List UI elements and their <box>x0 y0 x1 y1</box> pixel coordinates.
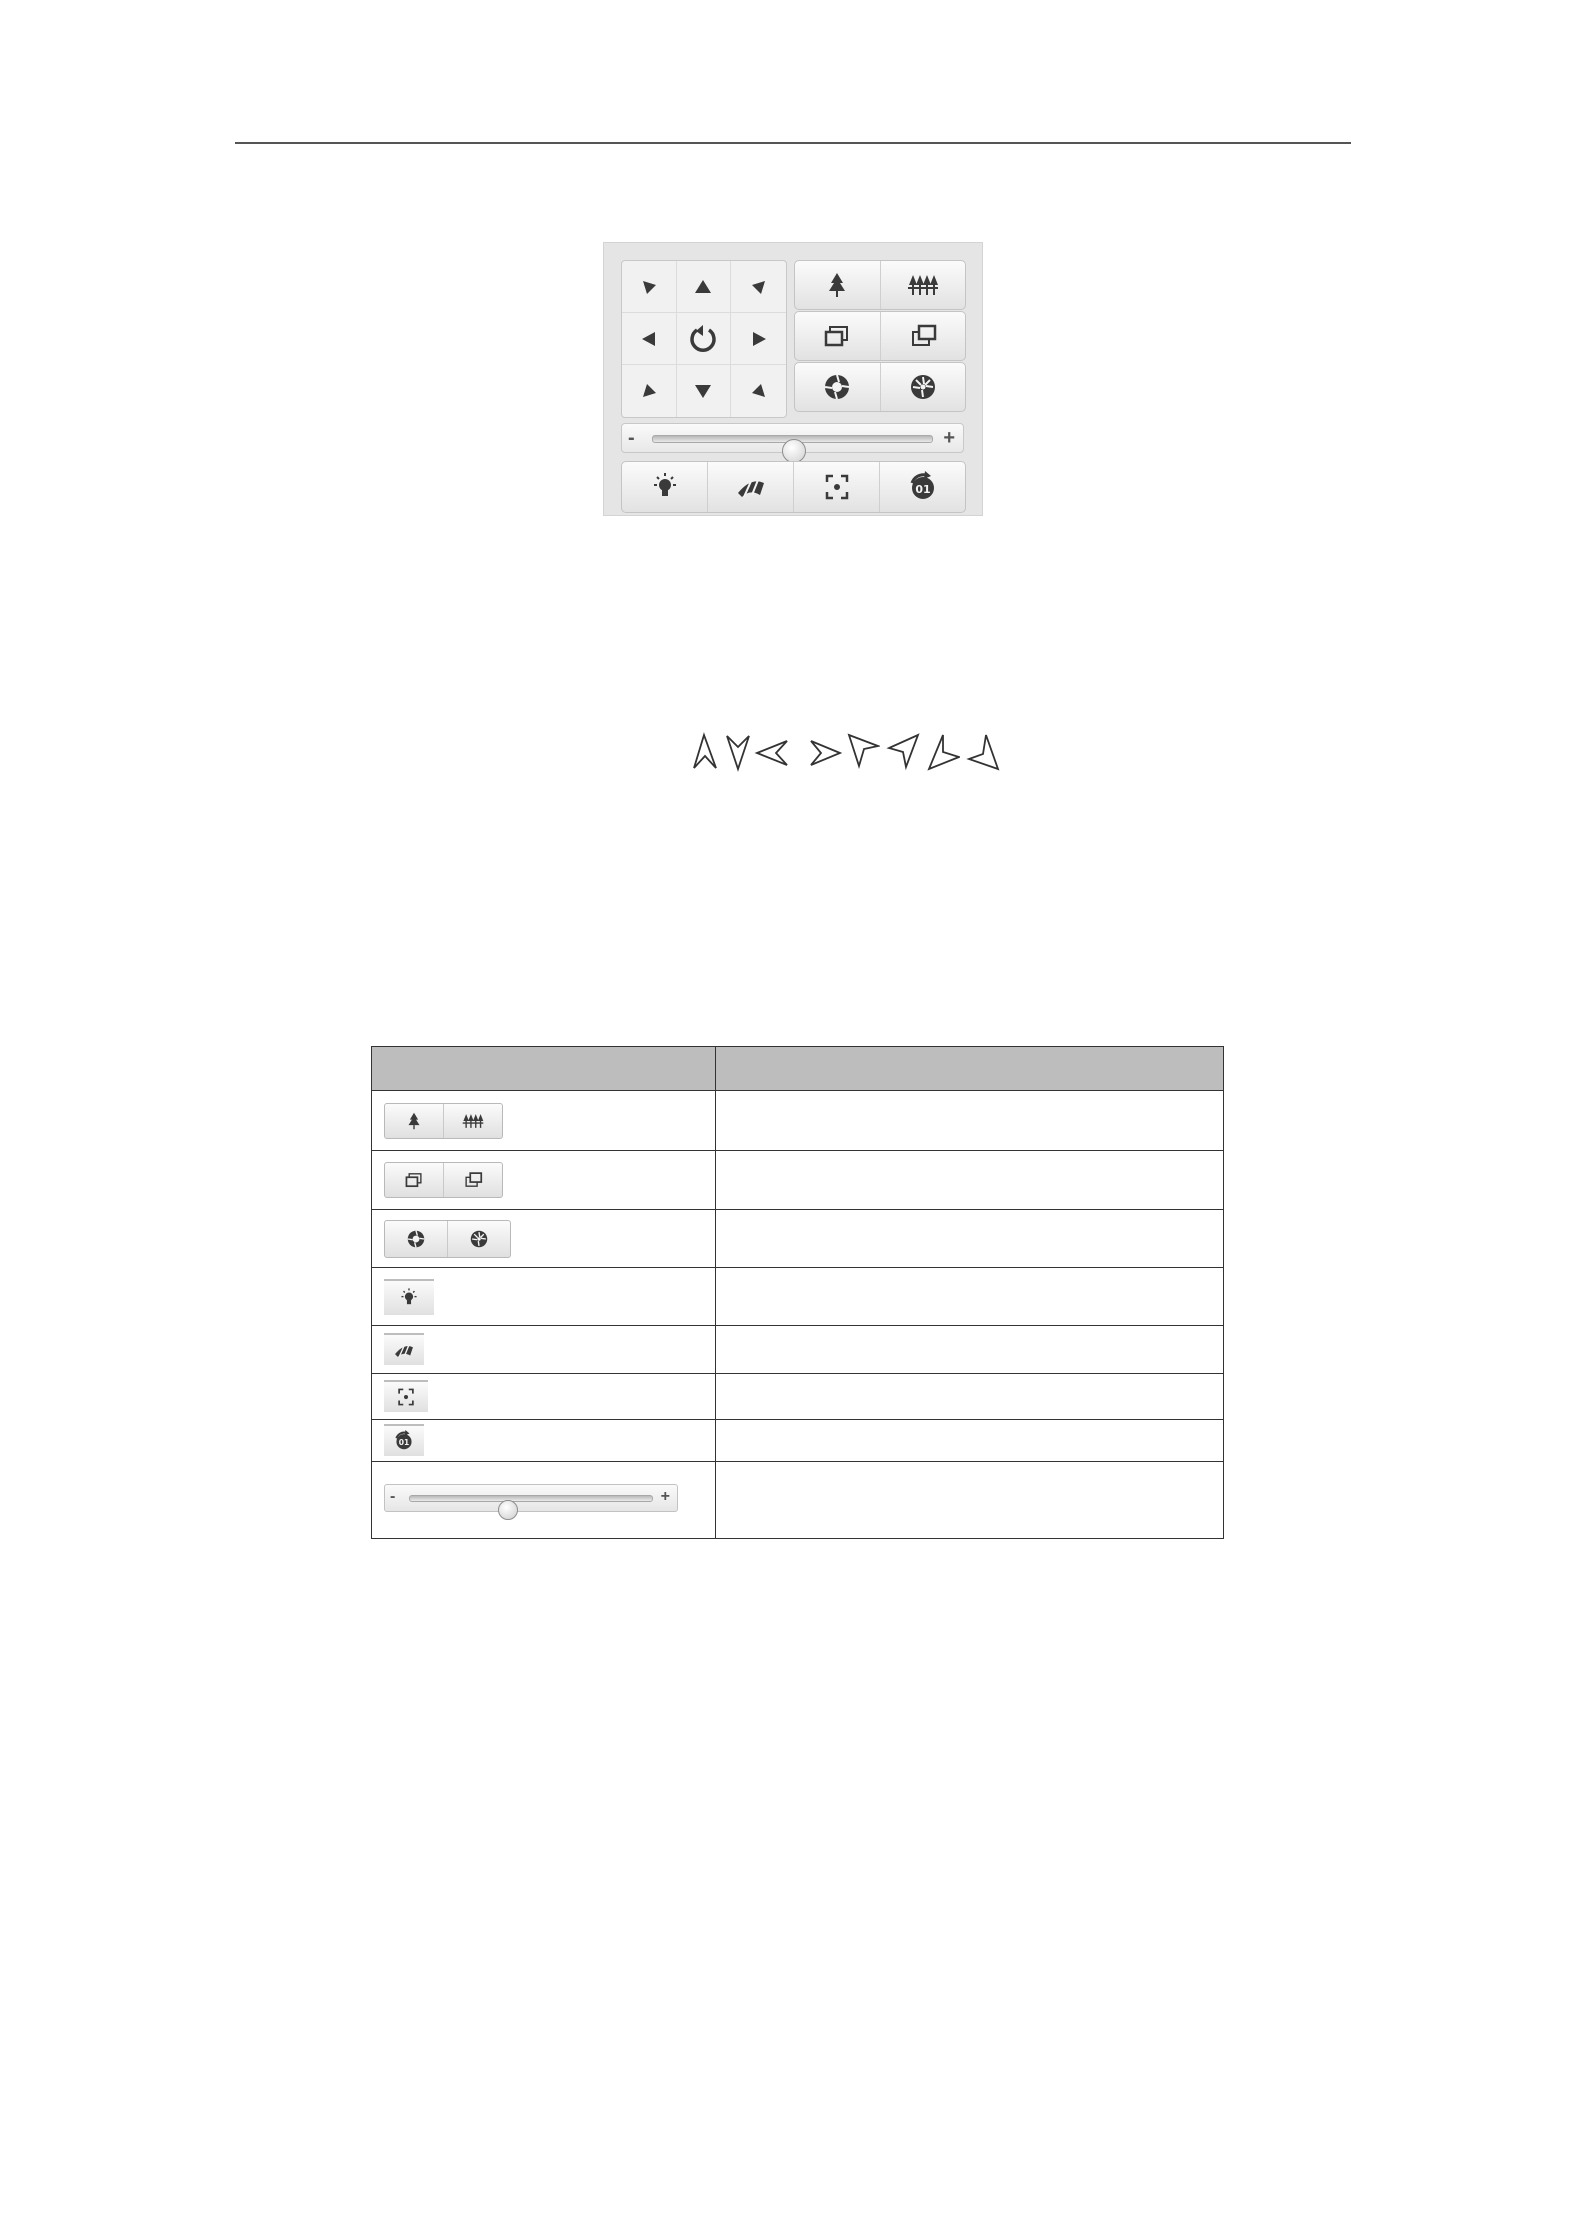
svg-text:01: 01 <box>398 1438 410 1448</box>
pan-up-right-button[interactable] <box>731 261 786 313</box>
focus-far-button[interactable] <box>880 312 966 360</box>
down-left-arrow-icon <box>886 732 920 772</box>
pan-up-button[interactable] <box>677 261 732 313</box>
table-cell-icon <box>372 1462 716 1539</box>
pan-down-left-button[interactable] <box>622 365 677 417</box>
zoom-in-button[interactable] <box>795 261 880 309</box>
function-button-bar <box>621 461 966 513</box>
many-trees-icon <box>462 1111 484 1131</box>
pan-right-button[interactable] <box>731 313 786 365</box>
focus-far-button[interactable] <box>443 1163 502 1197</box>
table-cell-icon <box>372 1420 716 1462</box>
pan-down-button[interactable] <box>677 365 732 417</box>
triangle-down-right-icon <box>749 381 769 401</box>
wiper-button[interactable] <box>384 1333 424 1365</box>
triangle-down-left-icon <box>639 381 659 401</box>
lens-initialization-button[interactable] <box>879 462 965 512</box>
table-cell-icon <box>372 1326 716 1374</box>
lens-initialization-icon <box>906 471 940 503</box>
table-cell-icon <box>372 1268 716 1326</box>
table-cell-description <box>716 1420 1224 1462</box>
table-row <box>372 1151 1224 1210</box>
iris-open-button[interactable] <box>385 1221 447 1257</box>
iris-close-icon <box>468 1229 490 1249</box>
function-table <box>371 1046 1224 1539</box>
light-button[interactable] <box>384 1279 434 1315</box>
table-cell-description <box>716 1326 1224 1374</box>
slider-thumb[interactable] <box>498 1500 518 1520</box>
iris-close-button[interactable] <box>880 363 966 411</box>
iris-open-icon <box>405 1229 427 1249</box>
ptz-speed-slider[interactable] <box>621 423 964 453</box>
slider-track <box>409 1495 653 1502</box>
slider-plus-label: + <box>943 427 955 449</box>
slider-plus-label: + <box>660 1487 670 1505</box>
slider-track <box>652 435 933 443</box>
rotate-icon <box>686 322 720 356</box>
table-row <box>372 1210 1224 1268</box>
table-cell-description <box>716 1210 1224 1268</box>
table-row <box>372 1420 1224 1462</box>
down-right-arrow-icon <box>846 732 880 772</box>
table-cell-description <box>716 1374 1224 1420</box>
table-header-cell-icon <box>372 1047 716 1091</box>
zoom-out-button[interactable] <box>443 1104 502 1138</box>
focus-near-button[interactable] <box>795 312 880 360</box>
auxiliary-focus-icon <box>820 471 854 503</box>
wiper-icon <box>734 471 768 503</box>
focus-near-far-icon <box>384 1162 503 1198</box>
table-cell-description <box>716 1151 1224 1210</box>
pan-up-left-button[interactable] <box>622 261 677 313</box>
table-row <box>372 1268 1224 1326</box>
slider-minus-label: - <box>390 1487 396 1505</box>
outline-arrow-icons <box>690 732 1010 778</box>
table-cell-description <box>716 1462 1224 1539</box>
lens-initialization-icon <box>392 1430 416 1452</box>
triangle-left-icon <box>639 329 659 349</box>
focus-far-icon <box>462 1170 484 1190</box>
speed-slider-icon[interactable] <box>384 1484 678 1512</box>
svg-text:01: 01 <box>914 483 931 496</box>
focus-near-icon <box>403 1170 425 1190</box>
up-arrow-icon <box>690 732 724 772</box>
light-icon <box>648 471 682 503</box>
lens-initialization-button[interactable] <box>384 1424 424 1456</box>
focus-near-icon <box>821 322 853 350</box>
down-arrow-icon <box>722 732 756 772</box>
triangle-up-right-icon <box>749 277 769 297</box>
iris-open-close-icon <box>384 1220 511 1258</box>
slider-thumb[interactable] <box>782 439 806 463</box>
zoom-in-button[interactable] <box>385 1104 443 1138</box>
triangle-up-left-icon <box>639 277 659 297</box>
table-header-cell-description <box>716 1047 1224 1091</box>
table-cell-icon <box>372 1151 716 1210</box>
auxiliary-focus-icon <box>394 1386 418 1408</box>
pan-down-right-button[interactable] <box>731 365 786 417</box>
pan-left-button[interactable] <box>622 313 677 365</box>
table-cell-description <box>716 1091 1224 1151</box>
table-row <box>372 1091 1224 1151</box>
up-right-arrow-icon <box>926 732 960 772</box>
table-row <box>372 1374 1224 1420</box>
zoom-in-out-icon <box>384 1103 503 1139</box>
single-tree-icon <box>403 1111 425 1131</box>
triangle-up-icon <box>693 277 713 297</box>
auxiliary-focus-button[interactable] <box>384 1380 428 1412</box>
focus-near-button[interactable] <box>385 1163 443 1197</box>
left-arrow-icon <box>754 732 788 772</box>
table-cell-icon <box>372 1374 716 1420</box>
table-row <box>372 1462 1224 1539</box>
zoom-button-pair <box>794 260 966 310</box>
up-left-arrow-icon <box>966 732 1000 772</box>
iris-close-icon <box>907 373 939 401</box>
light-icon <box>397 1287 421 1309</box>
iris-open-icon <box>821 373 853 401</box>
iris-button-pair <box>794 362 966 412</box>
ptz-control-panel <box>603 242 983 516</box>
table-header-row <box>372 1047 1224 1091</box>
iris-close-button[interactable] <box>447 1221 510 1257</box>
table-cell-icon <box>372 1210 716 1268</box>
triangle-down-icon <box>693 381 713 401</box>
iris-open-button[interactable] <box>795 363 880 411</box>
many-trees-icon <box>907 271 939 299</box>
single-tree-icon <box>821 271 853 299</box>
triangle-right-icon <box>749 329 769 349</box>
header-rule <box>235 142 1351 144</box>
table-row <box>372 1326 1224 1374</box>
auxiliary-focus-button[interactable] <box>793 462 879 512</box>
focus-button-pair <box>794 311 966 361</box>
table-cell-description <box>716 1268 1224 1326</box>
wiper-icon <box>392 1339 416 1361</box>
slider-minus-label: - <box>628 427 635 449</box>
focus-far-icon <box>907 322 939 350</box>
wiper-button[interactable] <box>707 462 793 512</box>
table-cell-icon <box>372 1091 716 1151</box>
auto-scan-button[interactable] <box>677 313 732 365</box>
light-button[interactable] <box>622 462 707 512</box>
right-arrow-icon <box>808 732 842 772</box>
zoom-out-button[interactable] <box>880 261 966 309</box>
direction-pad <box>621 260 787 418</box>
